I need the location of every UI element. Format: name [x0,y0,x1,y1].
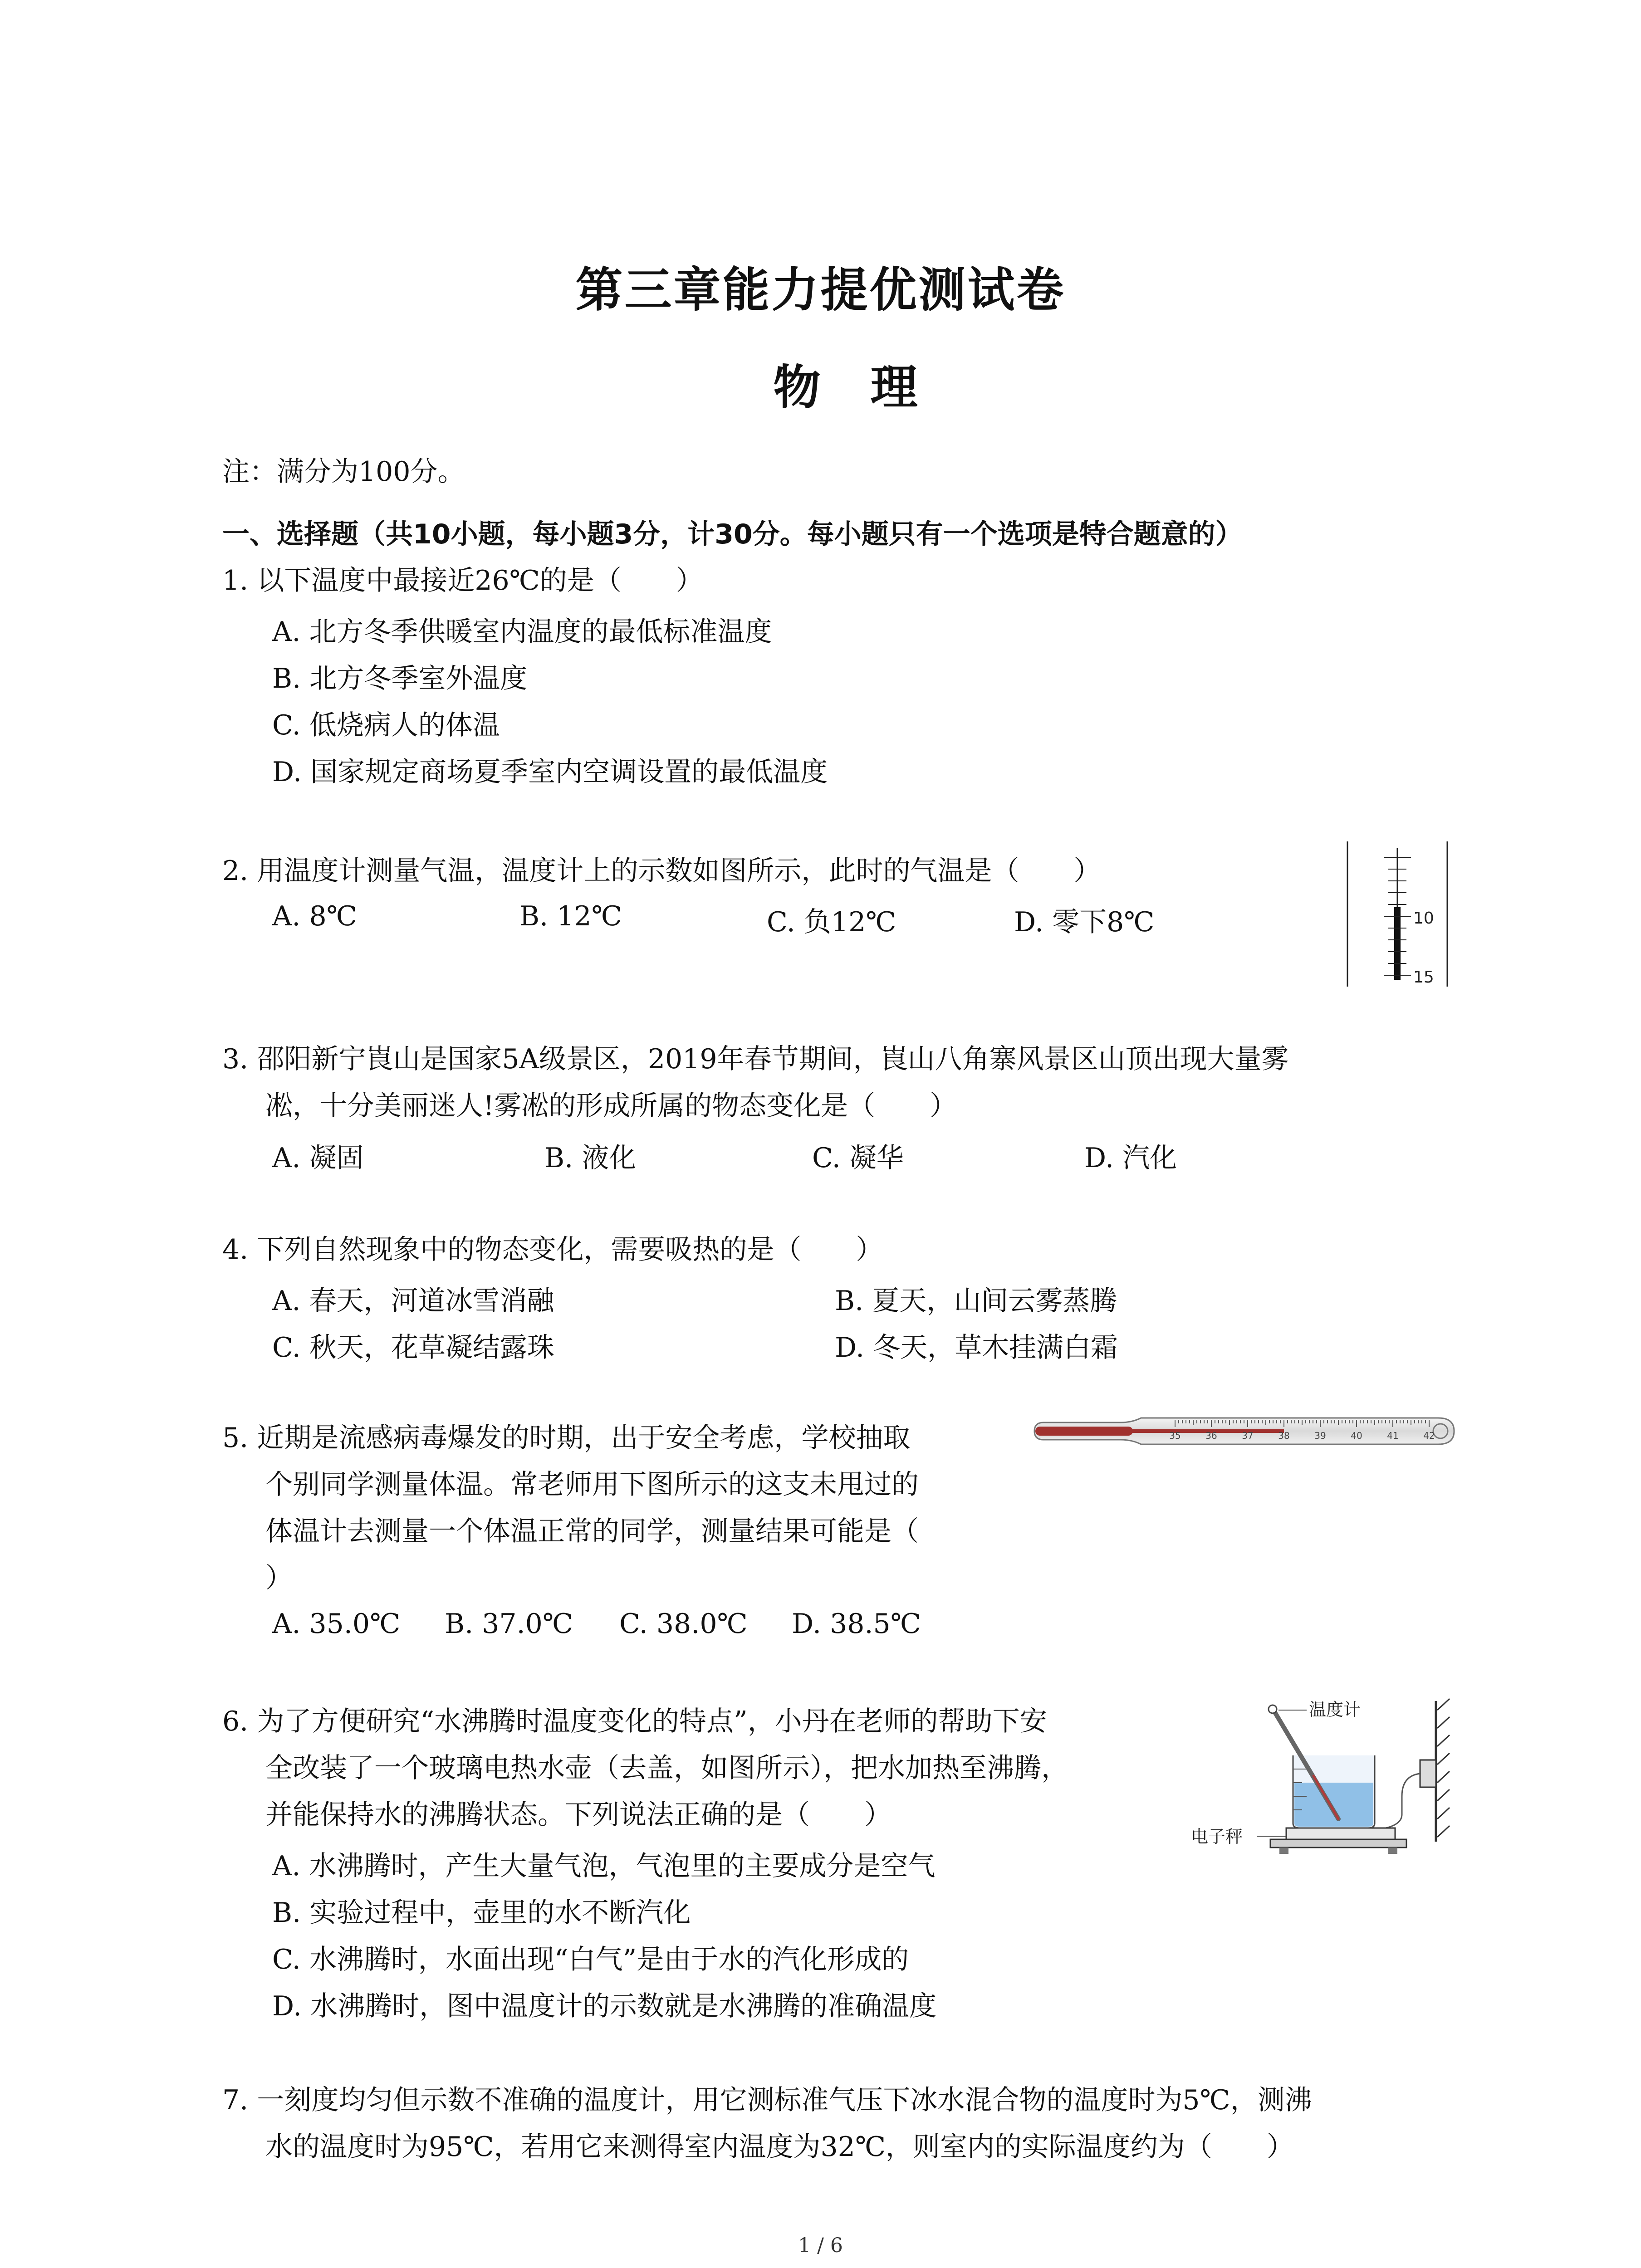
page-number: 1 / 6 [798,2234,843,2257]
subject-title: 物理 [773,360,968,415]
scale-label: 42 [1423,1430,1435,1441]
q3-option-b: B. 液化 [544,1142,637,1174]
thermometer-figure [1343,839,1452,989]
score-note: 注：满分为100分。 [222,456,465,488]
clinical-thermometer-figure [1030,1406,1456,1456]
q3-stem-line1: 3. 邵阳新宁崀山是国家5A级景区，2019年春节期间，崀山八角寨风景区山顶出现大量雾 [222,1043,1289,1075]
wall-hatching [1437,1699,1450,1837]
q6-option-a: A. 水沸腾时，产生大量气泡，气泡里的主要成分是空气 [272,1850,936,1882]
thermometer-top [1269,1705,1277,1713]
scale-foot [1388,1848,1397,1854]
thermometer-label: 温度计 [1309,1700,1361,1720]
page-title: 第三章能力提优测试卷 [575,262,1066,318]
q5-option-a: A. 35.0℃ [272,1608,401,1640]
q2-option-d: D. 零下8℃ [1014,906,1155,938]
scale-label: 35 [1169,1430,1181,1441]
scale-label: 39 [1314,1430,1326,1441]
q4-stem: 4. 下列自然现象中的物态变化，需要吸热的是（ ） [222,1234,883,1266]
q6-option-b: B. 实验过程中，壶里的水不断汽化 [272,1897,691,1929]
q3-stem-line2: 凇，十分美丽迷人!雾凇的形成所属的物态变化是（ ） [265,1090,957,1122]
q2-option-a: A. 8℃ [272,900,357,932]
q1-option-d: D. 国家规定商场夏季室内空调设置的最低温度 [272,756,828,788]
q4-option-b: B. 夏天，山间云雾蒸腾 [835,1285,1117,1317]
scale-base [1270,1839,1406,1848]
q3-option-a: A. 凝固 [272,1142,364,1174]
scale-label: 40 [1351,1430,1362,1441]
scale-label: 38 [1278,1430,1290,1441]
q2-option-c: C. 负12℃ [767,906,896,938]
q5-stem-line1: 5. 近期是流感病毒爆发的时期，出于安全考虑，学校抽取 [222,1422,911,1454]
q5-stem-line2: 个别同学测量体温。常老师用下图所示的这支未甩过的 [265,1469,919,1501]
q7-stem-line1: 7. 一刻度均匀但示数不准确的温度计，用它测标准气压下冰水混合物的温度时为5℃，测沸 [222,2084,1312,2116]
scale-label: 37 [1242,1430,1254,1441]
q1-option-b: B. 北方冬季室外温度 [272,663,528,694]
q5-option-c: C. 38.0℃ [619,1608,748,1640]
q2-stem: 2. 用温度计测量气温，温度计上的示数如图所示，此时的气温是（ ） [222,855,1101,887]
q4-option-a: A. 春天，河道冰雪消融 [272,1285,554,1317]
scale-label: 36 [1205,1430,1217,1441]
boiling-experiment-figure [1189,1692,1470,1892]
q6-option-d: D. 水沸腾时，图中温度计的示数就是水沸腾的准确温度 [272,1990,937,2022]
scale-label: 电子秤 [1191,1827,1243,1847]
q1-option-a: A. 北方冬季供暖室内温度的最低标准温度 [272,616,772,648]
scale-foot [1279,1848,1288,1854]
power-socket [1420,1760,1436,1787]
q5-option-b: B. 37.0℃ [445,1608,573,1640]
thermometer-label-10: 10 [1413,909,1434,928]
q5-option-d: D. 38.5℃ [792,1608,921,1640]
q4-option-c: C. 秋天，花草凝结露珠 [272,1332,554,1364]
q7-stem-line2: 水的温度时为95℃，若用它来测得室内温度为32℃，则室内的实际温度约为（ ） [265,2131,1294,2163]
q6-stem-line1: 6. 为了方便研究“水沸腾时温度变化的特点”，小丹在老师的帮助下安 [222,1706,1047,1737]
q3-option-c: C. 凝华 [812,1142,904,1174]
thermometer-label-15: 15 [1413,968,1434,987]
q5-stem-line3: 体温计去测量一个体温正常的同学，测量结果可能是（ [265,1515,919,1547]
q6-option-c: C. 水沸腾时，水面出现“白气”是由于水的汽化形成的 [272,1944,909,1975]
q3-option-d: D. 汽化 [1084,1142,1177,1174]
thermometer-liquid [1394,907,1401,980]
mercury-bulb [1035,1427,1133,1436]
q4-option-d: D. 冬天，草木挂满白霜 [835,1332,1118,1364]
scale-label: 41 [1387,1430,1399,1441]
q1-option-c: C. 低烧病人的体温 [272,709,500,741]
q5-stem-line4: ） [265,1562,293,1594]
q1-stem: 1. 以下温度中最接近26℃的是（ ） [222,565,703,596]
q2-option-b: B. 12℃ [519,900,622,932]
water [1294,1783,1373,1827]
section-heading: 一、选择题（共10小题，每小题3分，计30分。每小题只有一个选项是特合题意的） [222,518,1243,550]
q6-stem-line2: 全改装了一个玻璃电热水壶（去盖，如图所示），把水加热至沸腾， [265,1752,1068,1784]
q6-stem-line3: 并能保持水的沸腾状态。下列说法正确的是（ ） [265,1799,892,1831]
